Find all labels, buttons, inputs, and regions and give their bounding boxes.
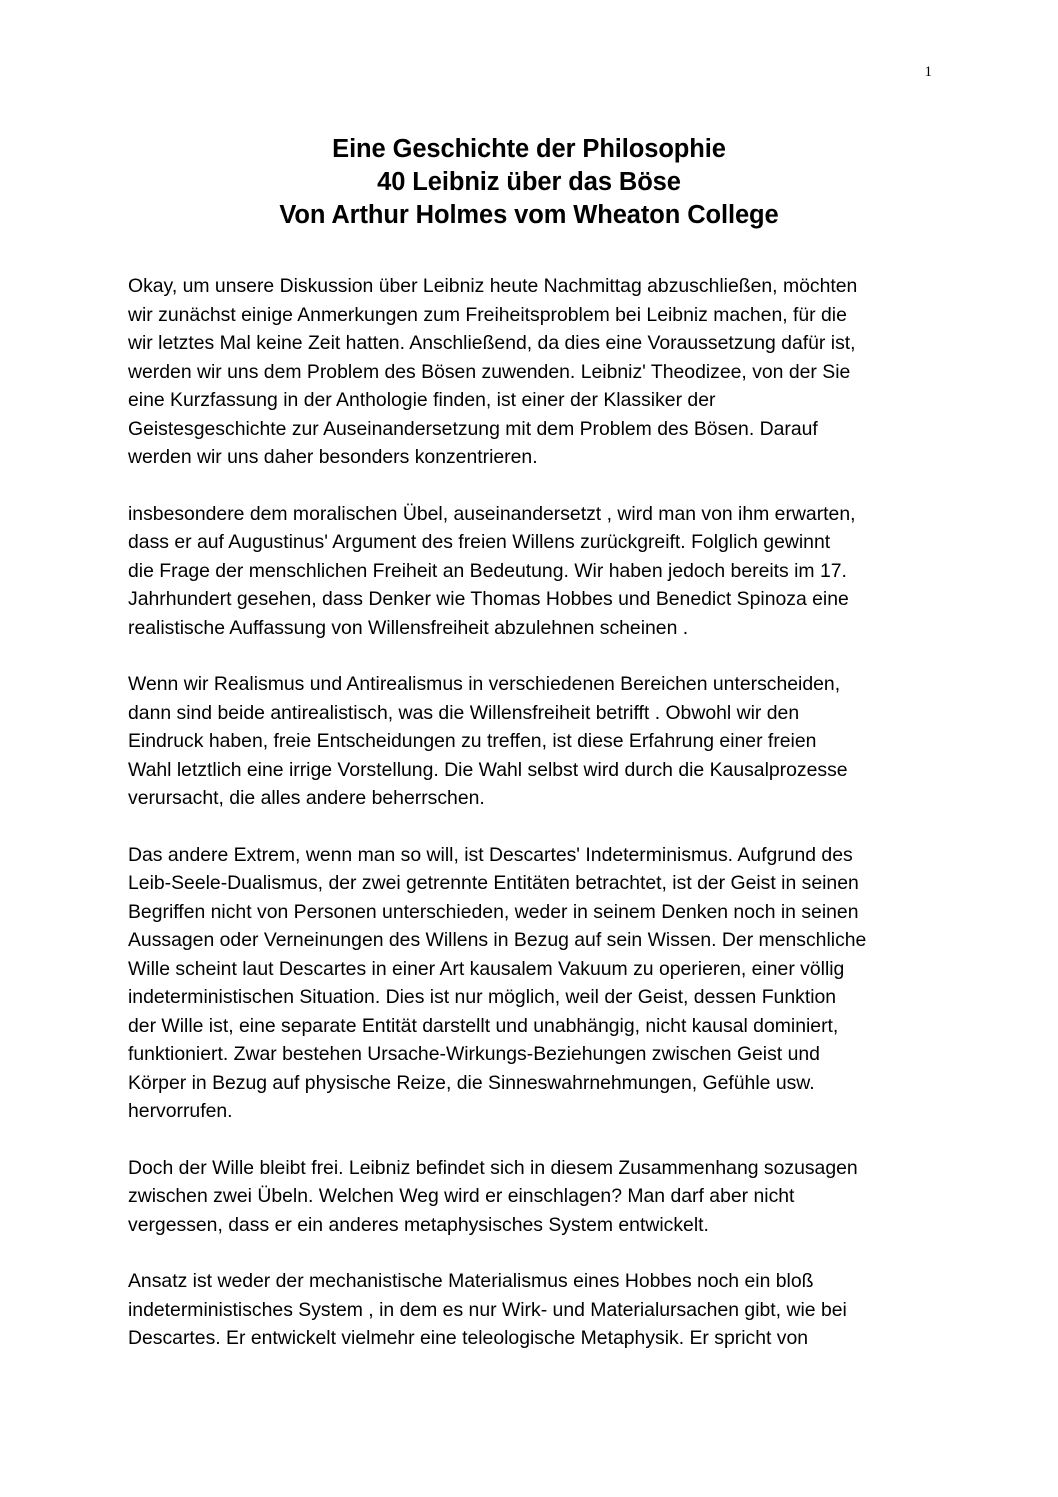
text-line: wir zunächst einige Anmerkungen zum Freiheitsproblem bei Leibniz machen, für die [128, 303, 847, 326]
text-line: verursacht, die alles andere beherrschen. [128, 787, 485, 809]
title-line-lecture: 40 Leibniz über das Böse [377, 168, 681, 196]
paragraph-3 [128, 670, 928, 813]
text-line: Das andere Extrem, wenn man so will, ist Descartes' Indeterminismus. Aufgrund des [128, 843, 853, 866]
text-line: funktioniert. Zwar bestehen Ursache-Wirkungs-Beziehungen zwischen Geist und [128, 1043, 820, 1065]
text-line: vergessen, dass er ein anderes metaphysisches System entwickelt. [128, 1213, 709, 1236]
text-line: Aussagen oder Verneinungen des Willens in Bezug auf sein Wissen. Der menschliche [128, 929, 867, 951]
text-line: werden wir uns daher besonders konzentrieren. [128, 446, 538, 468]
paragraph-2 [128, 500, 928, 643]
text-line: indeterministischen Situation. Dies ist nur möglich, weil der Geist, dessen Funktion [128, 986, 837, 1008]
title-line-author: Von Arthur Holmes vom Wheaton College [279, 201, 779, 229]
text-line: Geistesgeschichte zur Auseinandersetzung mit dem Problem des Bösen. Darauf [128, 417, 818, 440]
text-line: Jahrhundert gesehen, dass Denker wie Thomas Hobbes und Benedict Spinoza eine [128, 588, 849, 610]
text-line: der Wille ist, eine separate Entität darstellt und unabhängig, nicht kausal dominiert, [128, 1014, 839, 1037]
text-line: realistische Auffassung von Willensfreiheit abzulehnen scheinen . [128, 616, 689, 639]
paragraph-5 [128, 1154, 928, 1240]
text-line: indeterministisches System , in dem es nur Wirk- und Materialursachen gibt, wie bei [128, 1298, 847, 1321]
page-number: 1 [924, 64, 932, 80]
text-line: hervorrufen. [128, 1100, 233, 1122]
text-line: Okay, um unsere Diskussion über Leibniz heute Nachmittag abzuschließen, möchten [128, 275, 858, 297]
text-line: wir letztes Mal keine Zeit hatten. Anschließend, da dies eine Voraussetzung dafür ist, [128, 332, 856, 354]
text-line: Wille scheint laut Descartes in einer Art kausalem Vakuum zu operieren, einer völlig [128, 957, 845, 980]
text-line: dass er auf Augustinus' Argument des freien Willens zurückgreift. Folglich gewinnt [128, 531, 831, 553]
text-line: zwischen zwei Übeln. Welchen Weg wird er einschlagen? Man darf aber nicht [128, 1185, 795, 1207]
text-line: die Frage der menschlichen Freiheit an Bedeutung. Wir haben jedoch bereits im 17. [128, 559, 847, 582]
text-line: Leib-Seele-Dualismus, der zwei getrennte Entitäten betrachtet, ist der Geist in seinen [128, 872, 859, 894]
text-line: dann sind beide antirealistisch, was die Willensfreiheit betrifft . Obwohl wir den [128, 701, 800, 724]
title-line-series: Eine Geschichte der Philosophie [332, 135, 726, 163]
text-line: Eindruck haben, freie Entscheidungen zu treffen, ist diese Erfahrung einer freien [128, 730, 817, 752]
text-line: Begriffen nicht von Personen unterschieden, weder in seinem Denken noch in seinen [128, 900, 859, 923]
paragraph-4 [128, 841, 928, 1126]
text-line: Descartes. Er entwickelt vielmehr eine teleologische Metaphysik. Er spricht von [128, 1327, 809, 1349]
paragraph-1 [128, 272, 928, 472]
document-body [128, 272, 928, 1381]
text-line: Wenn wir Realismus und Antirealismus in verschiedenen Bereichen unterscheiden, [128, 673, 841, 695]
paragraph-6 [128, 1267, 928, 1353]
text-line: insbesondere dem moralischen Übel, auseinandersetzt , wird man von ihm erwarten, [128, 502, 856, 525]
text-line: Ansatz ist weder der mechanistische Materialismus eines Hobbes noch ein bloß [128, 1270, 814, 1292]
text-line: werden wir uns dem Problem des Bösen zuwenden. Leibniz' Theodizee, von der Sie [128, 360, 851, 383]
text-line: Doch der Wille bleibt frei. Leibniz befindet sich in diesem Zusammenhang sozusagen [128, 1156, 858, 1179]
document-title [0, 133, 1058, 232]
text-line: eine Kurzfassung in der Anthologie finden, ist einer der Klassiker der [128, 389, 716, 411]
text-line: Wahl letztlich eine irrige Vorstellung. Die Wahl selbst wird durch die Kausalprozesse [128, 758, 848, 781]
text-line: Körper in Bezug auf physische Reize, die Sinneswahrnehmungen, Gefühle usw. [128, 1071, 815, 1094]
